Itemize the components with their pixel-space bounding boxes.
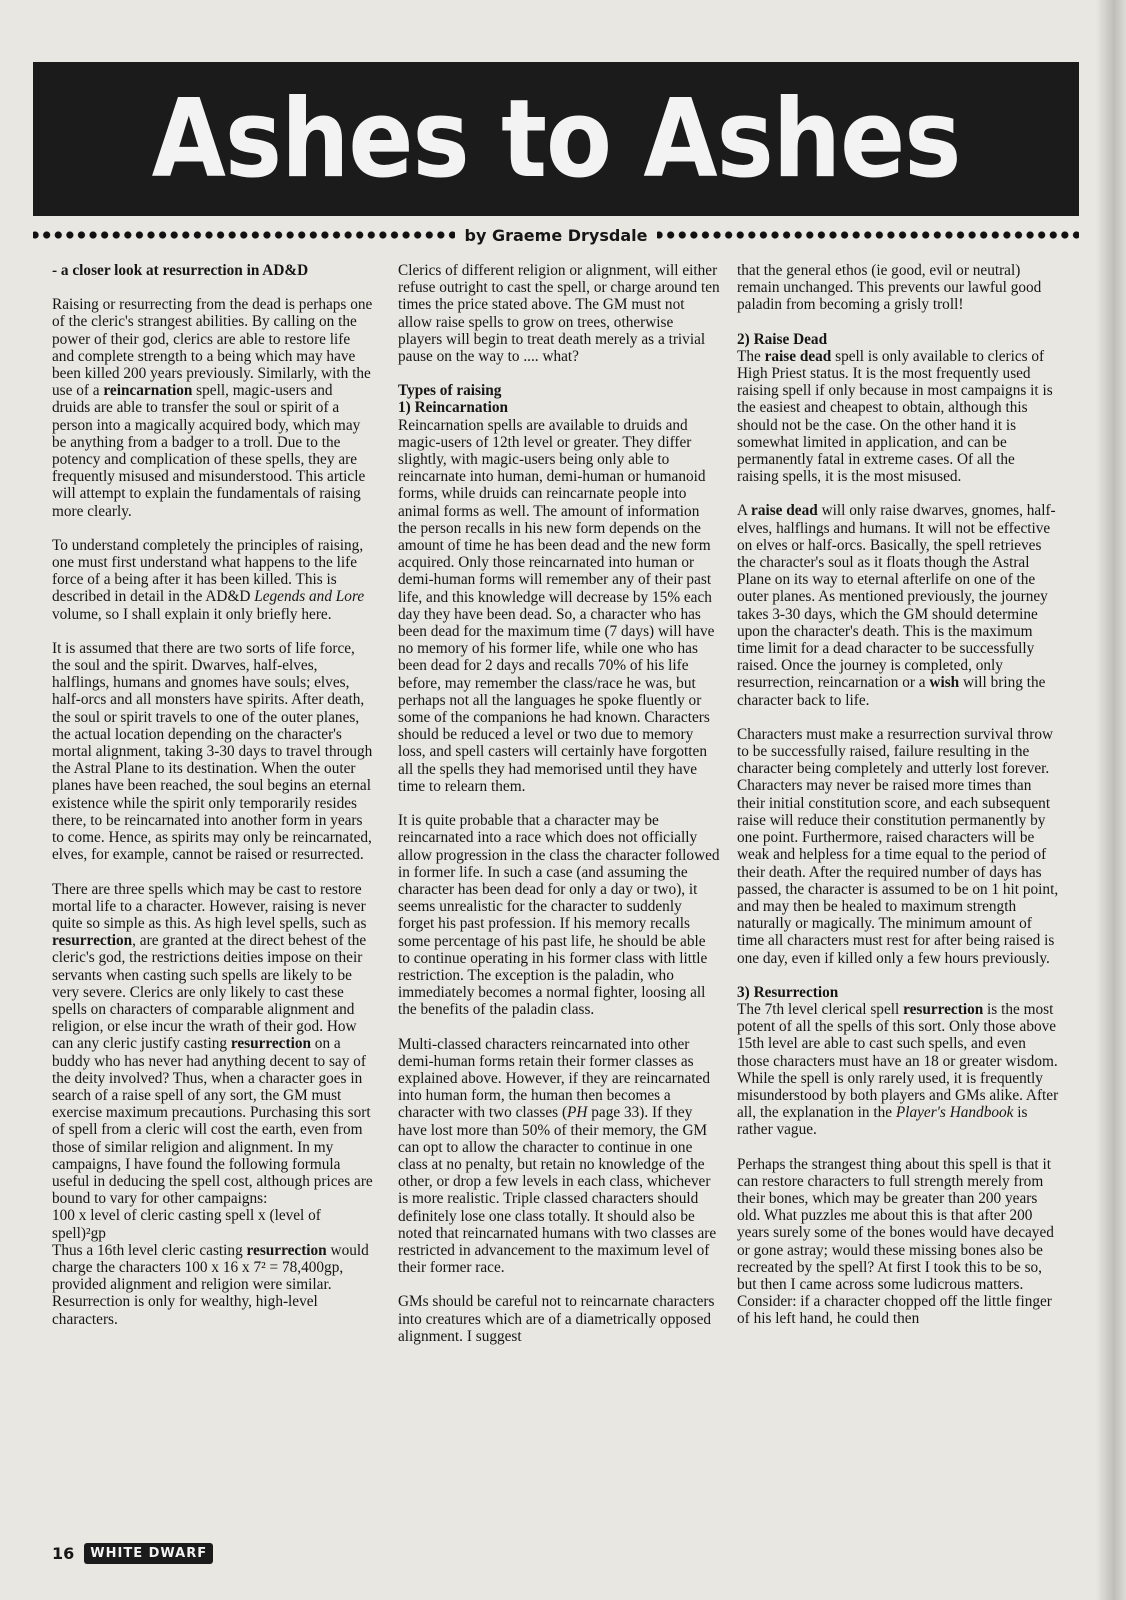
column-2 <box>398 262 720 1527</box>
magazine-logo: WHITE DWARF <box>84 1543 213 1564</box>
column-1 <box>52 262 374 1527</box>
dotted-rule-left <box>33 230 455 240</box>
paragraph: Multi-classed characters reincarnated into other demi-human forms retain their former classes as explained above. However, if they are reincarnated into human form, the human then becomes a character with two classes (PH page 33). If they have lost more than 50% of their memory, the GM can opt to allow the character to continue in one class at no penalty, but retain no knowledge of the other, or drop a few levels in each class, whichever is more realistic. Triple classed characters should definitely lose one class totally. It should also be noted that reincarnated humans with two classes are restricted in advancement to the maximum level of their former race. <box>398 1035 717 1277</box>
paragraph: Perhaps the strangest thing about this spell is that it can restore characters to full strength merely from their bones, which may be greater than 200 years old. What puzzles me about this is that after 200 years surely some of the bones would have decayed or gone astray; would these missing bones also be recreated by the spell? At first I took this to be so, but then I came across some ludicrous matters. Consider: if a character chopped off the little finger of his left hand, he could then <box>737 1155 1054 1328</box>
section-heading: Types of raising <box>398 382 502 400</box>
paragraph: It is assumed that there are two sorts of life force, the soul and the spirit. Dwarves, half-elves, halflings, humans and gnomes have souls; elves, half-orcs and all monsters have spirits. After death, the soul or spirit travels to one of the outer planes, the actual location depending on the character's mortal alignment, taking 3-30 days to travel through the Astral Plane to its destination. When the outer planes have been reached, the soul begins an eternal existence while the spirit only temporarily resides there, to be reincarnated into another form in years to come. Hence, as spirits may only be reincarnated, elves, for example, cannot be raised or resurrected. <box>52 639 373 864</box>
cost-formula: 100 x level of cleric casting spell x (level of spell)²gp <box>52 1207 321 1242</box>
paragraph: 2) Raise Dead The raise dead spell is only available to clerics of High Priest status. It is the most frequently used raising spell if only because in most campaigns it is the easiest and cheapest to obtain, although this should not be the case. On the other hand it is somewhat limited in application, and can be permanently fatal in extreme cases. Of all the raising spells, it is the most misused. <box>737 331 1059 486</box>
paragraph: It is quite probable that a character may be reincarnated into a race which does not officially allow progression in the class the character followed in former life. In such a case (and assuming the character has been dead for only a day or two), it seems unrealistic for the character to suddenly forget his past profession. If his memory recalls some percentage of his past life, he should be able to continue operating in his former class with little restriction. The exception is the paladin, who immediately becomes a normal fighter, loosing all the benefits of the paladin class. <box>398 812 720 1019</box>
page-gutter-shadow <box>1096 0 1126 1600</box>
subsection-heading: 1) Reincarnation <box>398 399 509 417</box>
article-subtitle: - a closer look at resurrection in AD&D <box>52 262 309 279</box>
paragraph: that the general ethos (ie good, evil or neutral) remain unchanged. This prevents our lawful good paladin from becoming a grisly troll! <box>737 262 1042 314</box>
subsection-heading: 3) Resurrection <box>737 983 839 1001</box>
author-byline: by Graeme Drysdale <box>464 225 648 245</box>
column-3 <box>737 262 1059 1527</box>
paragraph: A raise dead will only raise dwarves, gnomes, half-elves, halflings and humans. It will not be effective on elves or half-orcs. Basically, the spell retrieves the character's soul as it floats though the Astral Plane on its way to eternal afterlife on one of the outer planes. As mentioned previously, the journey takes 3-30 days, which the GM should determine upon the character's death. This is the maximum time limit for a dead character to be successfully raised. Once the journey is completed, only resurrection, reincarnation or a wish will bring the character back to life. <box>737 502 1056 709</box>
dotted-rule-right <box>657 230 1079 240</box>
paragraph: Clerics of different religion or alignment, will either refuse outright to cast the spell, or charge around ten times the price stated above. The GM must not allow raise spells to grow on trees, otherwise players will begin to treat death merely as a trivial pause on the way to .... what? <box>398 262 720 366</box>
title-banner <box>33 62 1079 216</box>
page-number: 16 <box>52 1543 75 1563</box>
paragraph: Types of raising 1) Reincarnation Reincarnation spells are available to druids and magic-users of 12th level or greater. They differ slightly, with magic-users being only able to reincarnate into human, demi-human or humanoid forms, while druids can reincarnate people into animal forms as well. The amount of information the person recalls in his new form depends on the amount of time he has been dead and the new form acquired. Only those reincarnated into human or demi-human forms will remember any of their past life, and this knowledge will decrease by 15% each day they have been dead. So, a character who has been dead for the maximum time (7 days) will have no memory of his former life, while one who has been dead for 2 days and recalls 70% of his life before, may remember the class/race he was, but perhaps not all the languages he spoke fluently or some of the companions he had known. Characters should be reduced a level or two due to memory loss, and spell casters will certainly have forgotten all the spells they had memorised until they have time to relearn them. <box>398 382 720 795</box>
paragraph: To understand completely the principles of raising, one must first understand what happens to the life force of a being after it has been killed. This is described in detail in the AD&D Legends and Lore volume, so I shall explain it only briefly here. <box>52 536 365 623</box>
paragraph: GMs should be careful not to reincarnate characters into creatures which are of a diametrically opposed alignment. I suggest <box>398 1293 715 1345</box>
page-footer <box>52 1541 213 1565</box>
paragraph: Raising or resurrecting from the dead is perhaps one of the cleric's strangest abilities. By calling on the power of their god, clerics are able to restore life and complete strength to a being which may have been killed 200 years previously. Similarly, with the use of a reincarnation spell, magic-users and druids are able to transfer the soul or spirit of a person into a magically acquired body, which may be anything from a badger to a troll. Due to the potency and complication of these spells, they are frequently misused and misunderstood. This article will attempt to explain the fundamentals of raising more clearly. <box>52 296 373 520</box>
article-title: Ashes to Ashes <box>151 76 961 202</box>
byline-row <box>33 224 1079 246</box>
paragraph: Characters must make a resurrection survival throw to be successfully raised, failure resulting in the character being completely and utterly lost forever. Characters may never be raised more times than their initial constitution score, and each subsequent raise will reduce their constitution permanently by one point. Furthermore, raised characters will be weak and helpless for a time equal to the period of their death. After the required number of days has passed, the character is assumed to be on 1 hit point, and may then be healed to maximum strength naturally or magically. The minimum amount of time all characters must rest for after being raised is one day, even if killed only a few hours previously. <box>737 725 1059 967</box>
paragraph: There are three spells which may be cast to restore mortal life to a character. However, raising is never quite so simple as this. As high level spells, such as resurrection, are granted at the direct behest of the cleric's god, the restrictions deities impose on their servants when casting such spells are likely to be very severe. Clerics are only likely to cast these spells on characters of comparable alignment and religion, or else incur the wrath of their god. How can any cleric justify casting resurrection on a buddy who has never had anything decent to say of the deity involved? Thus, when a character goes in search of a raise spell of any sort, the GM must exercise maximum precautions. Purchasing this sort of spell from a cleric will cost the earth, even from those of similar religion and alignment. In my campaigns, I have found the following formula useful in deducing the spell cost, although prices are bound to vary for other campaigns: 100 x level of cleric casting spell x (level of spell)²gp Thus a 16th level cleric casting resurrection would charge the characters 100 x 16 x 7² = 78,400gp, provided alignment and religion were similar. Resurrection is only for wealthy, high-level characters. <box>52 880 373 1328</box>
paragraph: 3) Resurrection The 7th level clerical spell resurrection is the most potent of all the spells of this sort. Only those above 15th level are able to cast such spells, and even those characters must have an 18 or greater wisdom. While the spell is only rarely used, it is frequently misunderstood by both players and GMs alike. After all, the explanation in the Player's Handbook is rather vague. <box>737 983 1059 1139</box>
subsection-heading: 2) Raise Dead <box>737 330 828 348</box>
